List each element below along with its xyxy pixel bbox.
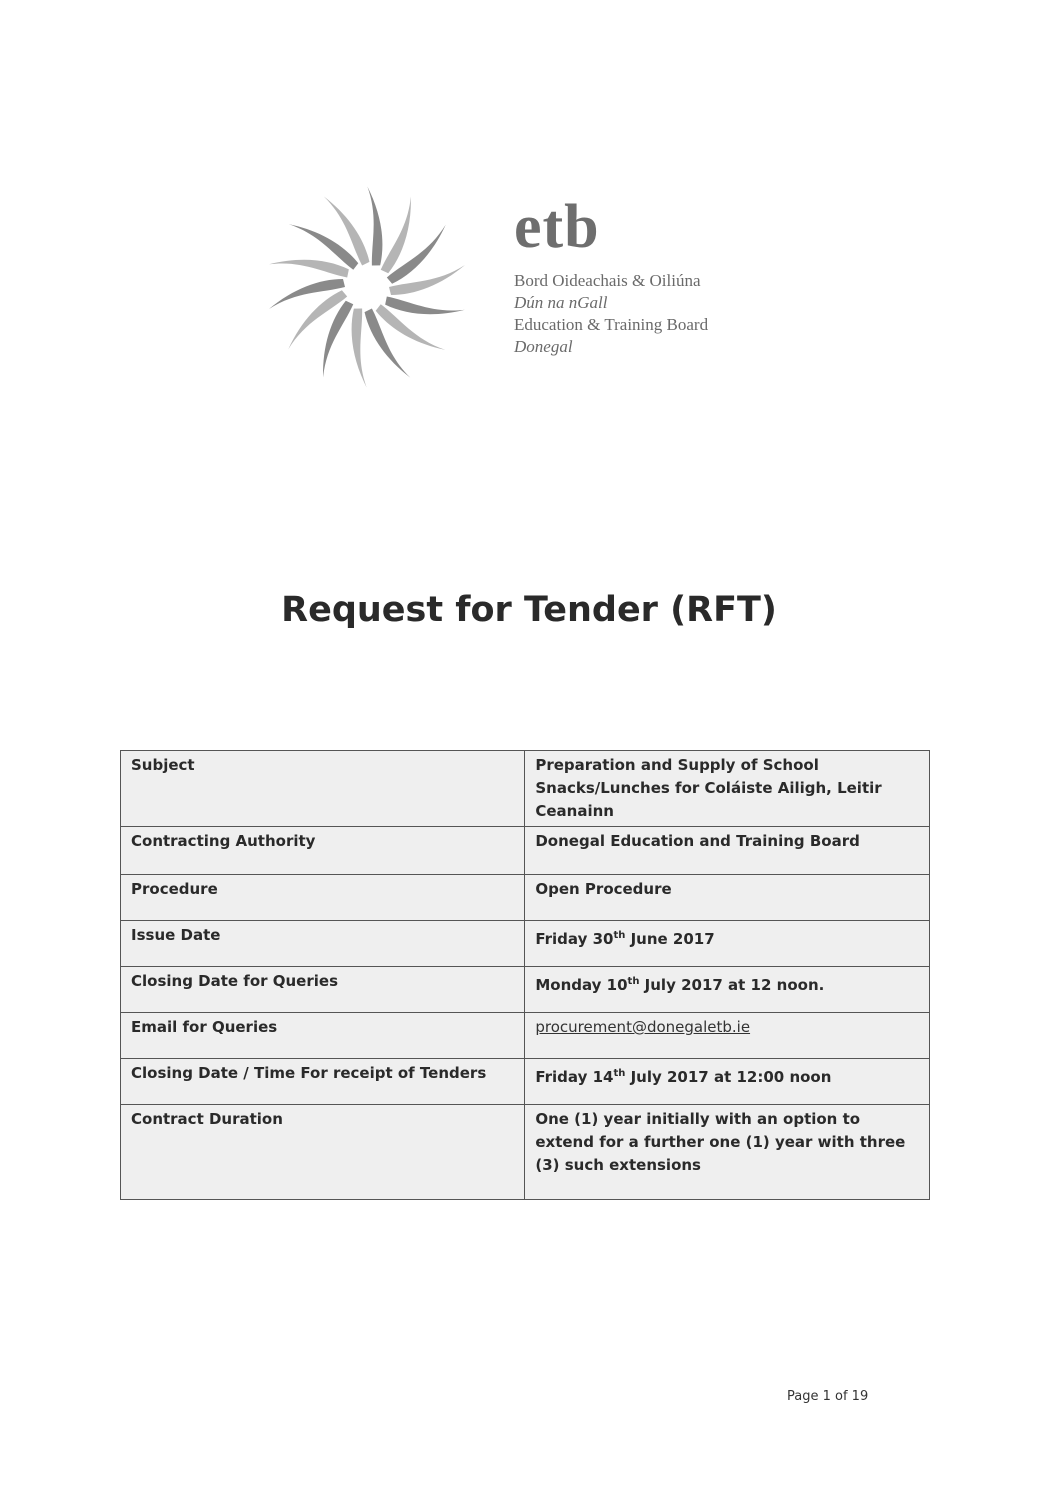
logo-wordmark: etb — [514, 193, 600, 261]
row-value: Open Procedure — [525, 875, 930, 921]
table-row — [121, 1105, 930, 1200]
row-label: Contracting Authority — [121, 827, 525, 875]
row-label: Issue Date — [121, 921, 525, 967]
page-number: Page 1 of 19 — [787, 1389, 869, 1404]
table-row — [121, 827, 930, 875]
tender-details-table — [120, 750, 930, 1200]
row-value: Donegal Education and Training Board — [525, 827, 930, 875]
logo-line-irish-place: Dún na nGall — [514, 293, 608, 312]
document-title: Request for Tender (RFT) — [281, 590, 777, 630]
ordinal-suffix: th — [613, 930, 626, 941]
row-value — [525, 1059, 930, 1105]
row-label: Subject — [121, 751, 525, 827]
row-label: Contract Duration — [121, 1105, 525, 1200]
logo-line-irish: Bord Oideachais & Oiliúna — [514, 271, 701, 290]
table-row — [121, 751, 930, 827]
value-text: Friday 30 — [535, 930, 614, 948]
row-label: Closing Date / Time For receipt of Tenders — [121, 1059, 525, 1105]
value-text: July 2017 at 12:00 noon — [625, 1068, 832, 1086]
row-value — [525, 967, 930, 1013]
table-row — [121, 967, 930, 1013]
table-row — [121, 875, 930, 921]
table-row — [121, 1013, 930, 1059]
etb-logo-mark — [262, 182, 472, 392]
value-text: Monday 10 — [535, 976, 628, 994]
value-text: July 2017 at 12 noon. — [639, 976, 825, 994]
etb-logo-text — [514, 193, 709, 358]
logo-blade — [289, 205, 360, 283]
logo-line-english-place: Donegal — [514, 337, 573, 356]
row-label: Procedure — [121, 875, 525, 921]
row-value: Preparation and Supply of School Snacks/Lunches for Coláiste Ailigh, Leitir Ceanainn — [525, 751, 930, 827]
row-label: Closing Date for Queries — [121, 967, 525, 1013]
row-value — [525, 921, 930, 967]
logo-blade — [374, 290, 445, 368]
logo-line-english: Education & Training Board — [514, 315, 709, 334]
table-row — [121, 921, 930, 967]
value-text: June 2017 — [625, 930, 715, 948]
email-link[interactable]: procurement@donegaletb.ie — [535, 1018, 751, 1036]
row-label: Email for Queries — [121, 1013, 525, 1059]
ordinal-suffix: th — [613, 1068, 626, 1079]
row-value — [525, 1013, 930, 1059]
value-text: Friday 14 — [535, 1068, 614, 1086]
table-row — [121, 1059, 930, 1105]
row-value: One (1) year initially with an option to extend for a further one (1) year with three (3) such extensions — [525, 1105, 930, 1200]
ordinal-suffix: th — [627, 976, 640, 987]
